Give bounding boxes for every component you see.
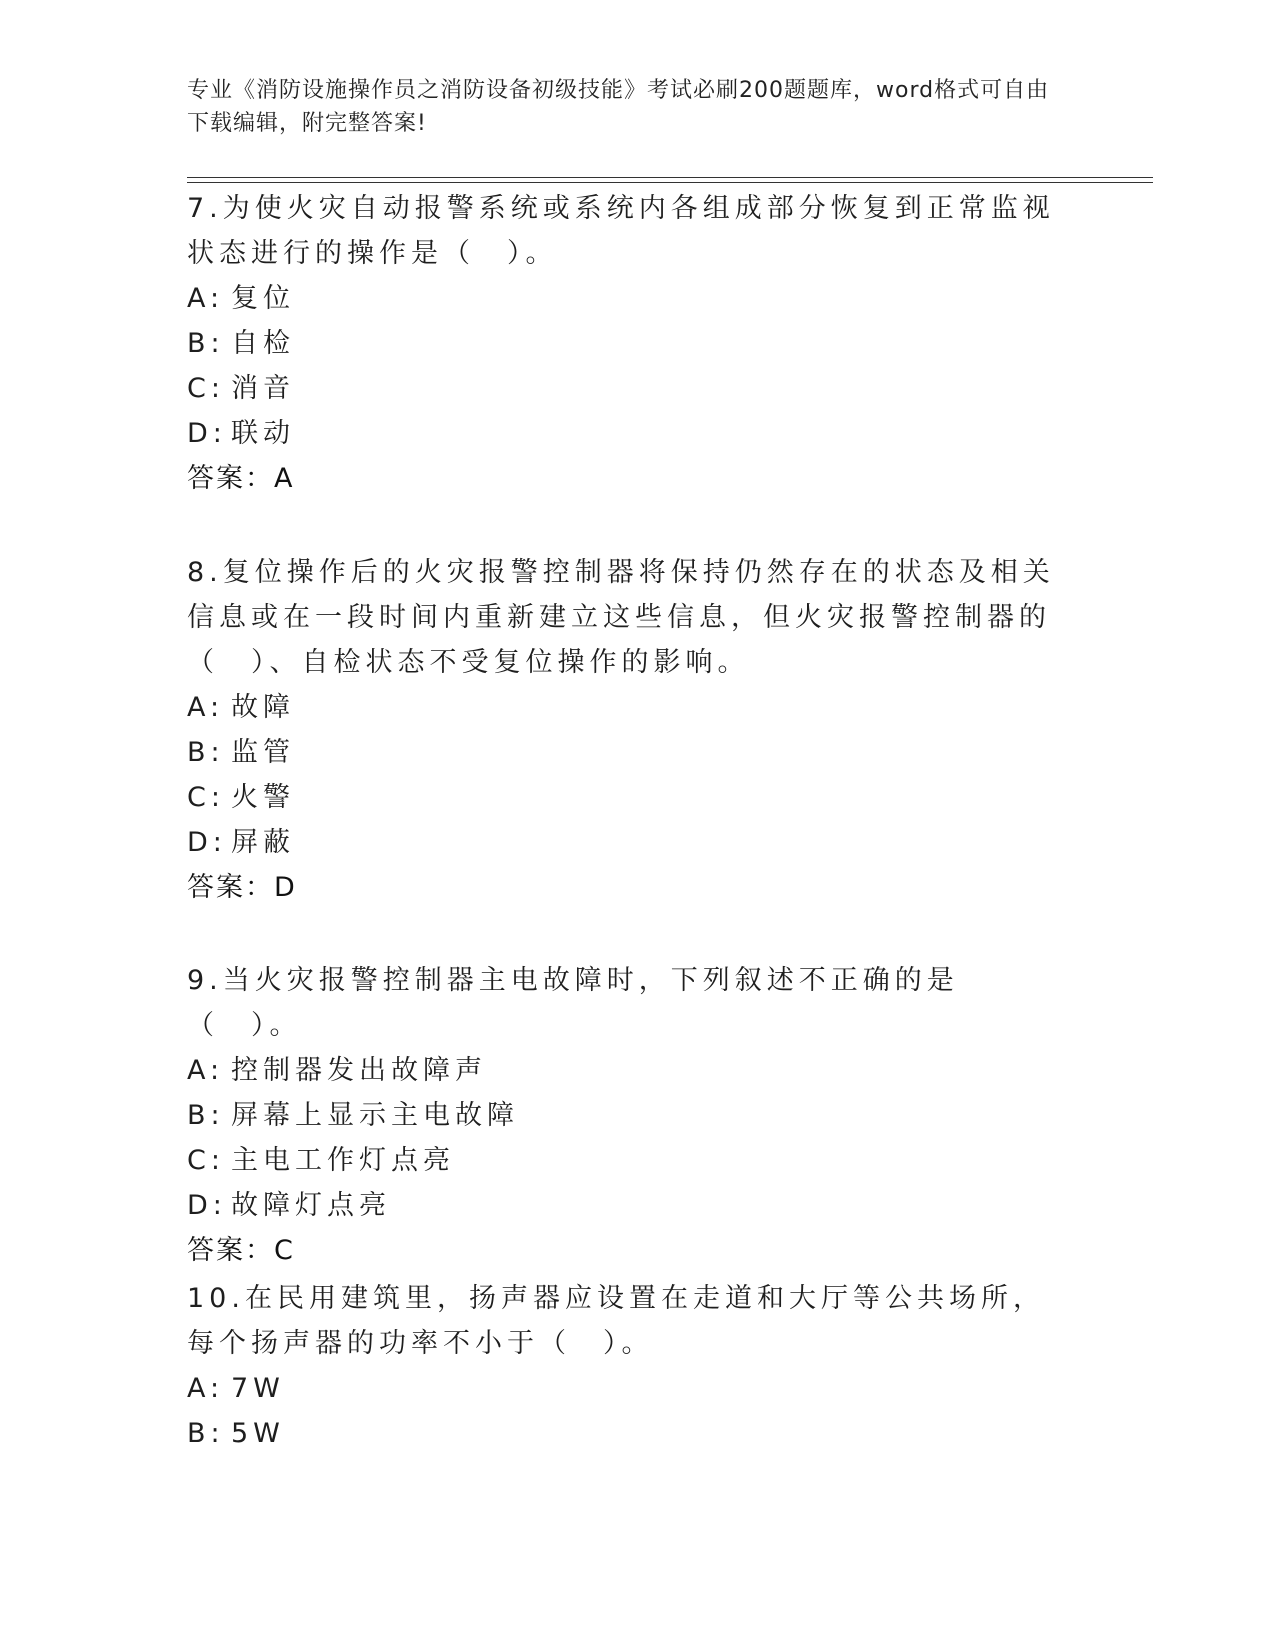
option-key: C: xyxy=(187,373,225,404)
question-9 xyxy=(187,958,1067,1273)
option-a xyxy=(187,685,1067,730)
option-key: A: xyxy=(187,283,225,314)
option-text: 火警 xyxy=(231,782,295,813)
option-key: A: xyxy=(187,692,225,723)
option-key: A: xyxy=(187,1373,225,1404)
option-text: 主电工作灯点亮 xyxy=(231,1145,455,1176)
option-a xyxy=(187,276,1067,321)
option-c xyxy=(187,775,1067,820)
option-text: 故障 xyxy=(231,692,295,723)
option-text: 屏蔽 xyxy=(231,827,295,858)
option-b xyxy=(187,730,1067,775)
question-stem: 8.复位操作后的火灾报警控制器将保持仍然存在的状态及相关信息或在一段时间内重新建立这些信息，但火灾报警控制器的（ ）、自检状态不受复位操作的影响。 xyxy=(187,557,1055,678)
option-text: 自检 xyxy=(231,328,295,359)
option-key: D: xyxy=(187,418,227,449)
question-8 xyxy=(187,550,1067,910)
option-text: 消音 xyxy=(231,373,295,404)
option-text: 联动 xyxy=(231,418,295,449)
option-b xyxy=(187,1411,1067,1456)
option-d xyxy=(187,411,1067,456)
option-key: A: xyxy=(187,1055,225,1086)
question-stem: 10.在民用建筑里，扬声器应设置在走道和大厅等公共场所，每个扬声器的功率不小于（ ）。 xyxy=(187,1283,1045,1359)
option-text: 7W xyxy=(231,1373,285,1404)
option-d xyxy=(187,1183,1067,1228)
option-key: C: xyxy=(187,782,225,813)
answer-line: 答案：C xyxy=(187,1235,295,1266)
header-divider-bottom xyxy=(187,182,1153,183)
option-text: 控制器发出故障声 xyxy=(231,1055,487,1086)
option-key: B: xyxy=(187,1100,225,1131)
question-7 xyxy=(187,186,1067,501)
question-10 xyxy=(187,1276,1067,1456)
option-text: 5W xyxy=(231,1418,285,1449)
option-a xyxy=(187,1366,1067,1411)
question-stem: 7.为使火灾自动报警系统或系统内各组成部分恢复到正常监视状态进行的操作是（ ）。 xyxy=(187,193,1055,269)
option-d xyxy=(187,820,1067,865)
answer-line: 答案：D xyxy=(187,872,297,903)
option-key: B: xyxy=(187,737,225,768)
option-c xyxy=(187,1138,1067,1183)
option-b xyxy=(187,1093,1067,1138)
document-header: 专业《消防设施操作员之消防设备初级技能》考试必刷200题题库，word格式可自由下载编辑，附完整答案! xyxy=(187,78,1050,136)
option-a xyxy=(187,1048,1067,1093)
option-c xyxy=(187,366,1067,411)
option-key: B: xyxy=(187,328,225,359)
answer-line: 答案：A xyxy=(187,463,295,494)
header-divider-top xyxy=(187,177,1153,178)
question-stem: 9.当火灾报警控制器主电故障时，下列叙述不正确的是（ ）。 xyxy=(187,965,959,1041)
option-key: D: xyxy=(187,827,227,858)
option-key: B: xyxy=(187,1418,225,1449)
option-text: 复位 xyxy=(231,283,295,314)
option-key: D: xyxy=(187,1190,227,1221)
option-key: C: xyxy=(187,1145,225,1176)
option-text: 监管 xyxy=(231,737,295,768)
option-b xyxy=(187,321,1067,366)
option-text: 故障灯点亮 xyxy=(231,1190,391,1221)
option-text: 屏幕上显示主电故障 xyxy=(231,1100,519,1131)
